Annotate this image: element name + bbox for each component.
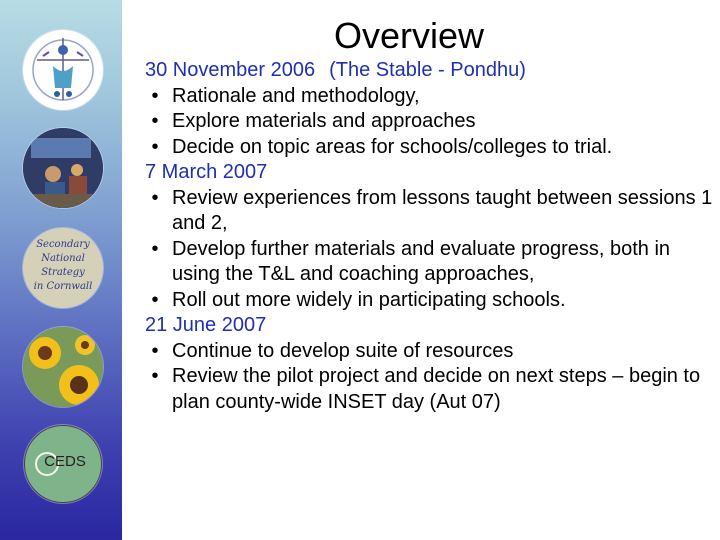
classroom-scene-icon (23, 128, 103, 208)
list-item: • Continue to develop suite of resources (151, 339, 514, 362)
sunflower-icon (23, 327, 103, 407)
figure-icon (23, 30, 103, 110)
sidebar-strip (0, 0, 122, 540)
ceds-logo-text: CEDS (44, 453, 86, 470)
session-3-heading: 21 June 2007 (145, 314, 267, 336)
session-2-heading: 7 March 2007 (145, 161, 268, 183)
session-location: (The Stable - Pondhu) (329, 59, 526, 81)
slide-content (145, 58, 715, 415)
project-logo-image (23, 30, 103, 110)
strategy-logo (23, 228, 103, 308)
sunflower-photo (23, 327, 103, 407)
classroom-photo (23, 128, 103, 208)
list-item: • Explore materials and approaches (151, 110, 476, 132)
list-item: • Develop further materials and evaluate progress, both in using the T&L and coaching approaches, (151, 237, 671, 285)
session-1-heading (145, 58, 715, 84)
list-item: • Review the pilot project and decide on next steps – begin to plan county-wide INSET day (Aut 07) (151, 365, 701, 413)
list-item: • Rationale and methodology, (151, 84, 420, 107)
session-date: 30 November 2006 (145, 59, 316, 81)
strategy-logo-text: Secondary National Strategy in Cornwall (33, 239, 93, 292)
list-item: • Roll out more widely in participating schools. (151, 288, 566, 311)
list-item: • Decide on topic areas for schools/colleges to trial. (151, 135, 613, 158)
slide-title: Overview (334, 15, 485, 56)
ceds-logo (24, 425, 102, 503)
list-item: • Review experiences from lessons taught between sessions 1 and 2, (151, 186, 713, 234)
